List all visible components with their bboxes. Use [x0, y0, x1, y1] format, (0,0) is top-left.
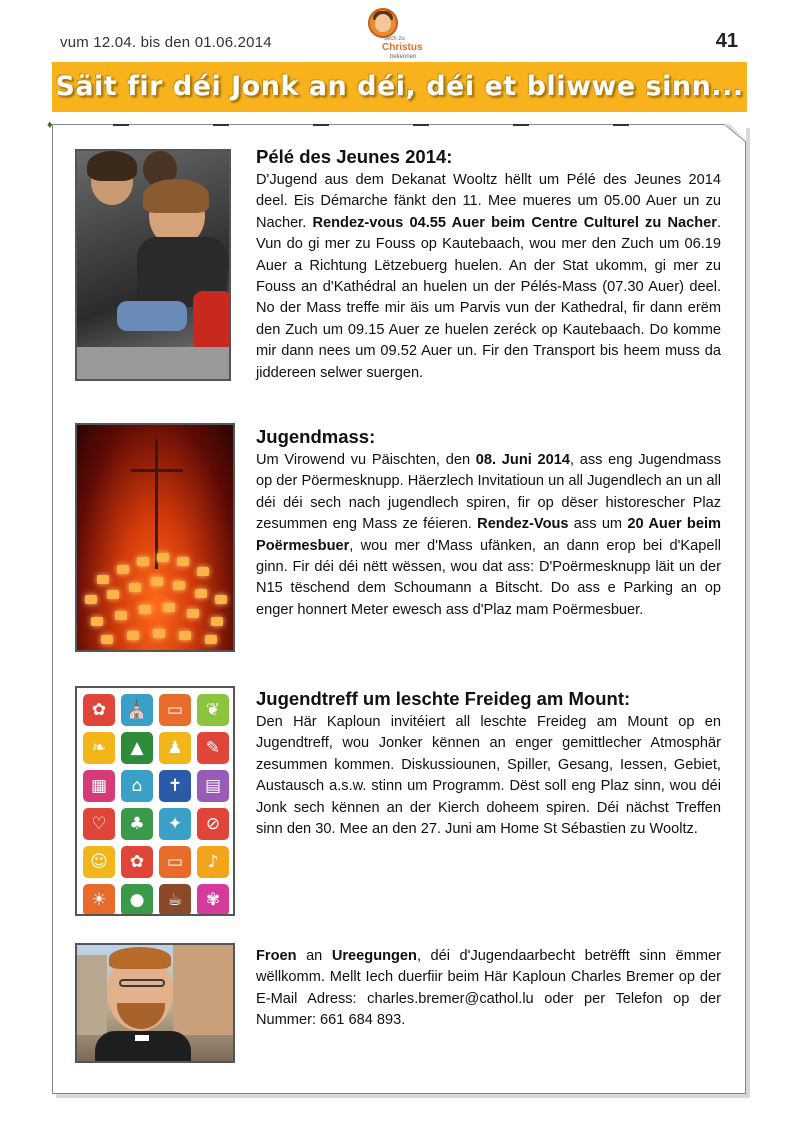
people-icon: ☺	[83, 846, 115, 878]
section-jugendmass	[256, 426, 721, 621]
backpack	[193, 291, 231, 351]
collar	[135, 1035, 149, 1041]
body-text-bold: Ureegungen	[331, 948, 417, 964]
heart-icon: ♡	[83, 808, 115, 840]
body-text: Den Här Kaploun invitéiert all leschte Freideg am Mount op en Jugendtreff, wou Jonker kënnen an enger gemittlecher Atmosphär zesummen kommen. Diskussiounen, Spiller, Gesang, Iessen, Gebiet, Austausch a.s.w. stinn um Programm. Dëst soll eng Plaz sinn, wou déi Jonk sech kënnen an der Kierch doheem spiren. Déi nächst Treffen sinn den 30. Mee an den 27. Juni am Home St Sébastien zu Wooltz.	[256, 714, 721, 838]
section-title: Pélé des Jeunes 2014:	[256, 146, 453, 167]
candle	[195, 589, 207, 598]
cup-icon: ☕	[159, 884, 191, 916]
logo-text-bottom: bekennen	[390, 54, 417, 60]
candle	[129, 583, 141, 592]
tent-icon: ▲	[121, 732, 153, 764]
building	[77, 955, 107, 1035]
logo-face	[375, 14, 391, 32]
frame-dash	[313, 124, 329, 126]
frame-dash	[513, 124, 529, 126]
body-text: ass um	[568, 516, 628, 533]
activity-icons-image	[75, 686, 235, 916]
candle	[197, 567, 209, 576]
building	[173, 945, 235, 1035]
candle	[117, 565, 129, 574]
bed-icon: ▭	[159, 694, 191, 726]
person-figure	[143, 179, 209, 213]
candle	[137, 557, 149, 566]
candle	[163, 603, 175, 612]
person-figure	[109, 947, 171, 969]
candle	[157, 553, 169, 562]
section-body	[256, 170, 721, 384]
candle-icon: ✎	[197, 732, 229, 764]
flower-icon: ✿	[83, 694, 115, 726]
candle	[179, 631, 191, 640]
page-curl-icon	[724, 124, 746, 142]
section-contact	[256, 946, 721, 1032]
guitar-icon: ♪	[197, 846, 229, 878]
body-text: . Vun do gi mer zu Fouss op Kautebaach, wou mer den Zuch um 06.19 Auer a Richtung Lëtzebuerg huelen. An der Stat ukomm, gi mer zu Fouss an d'Kathédral an huelen un der Pélés-Mass (07.30 Auer) deel. No der Mass treffe mir äis um Parvis vun der Kathedral, fir dann erëm den Zuch um 09.15 Auer ze huelen zeréck op Kautebaach. Do komme mir dann nees um 09.52 Auer un. Fir den Transport bis heem muss da jiddereen selwer suergen.	[256, 214, 721, 381]
section-jugendtreff	[256, 688, 721, 840]
ground	[77, 347, 231, 381]
candle	[187, 609, 199, 618]
sun-icon: ☀	[83, 884, 115, 916]
body-text-bold: Rendez-Vous	[477, 516, 569, 533]
chaplain-photo	[75, 943, 235, 1063]
candle	[151, 577, 163, 586]
candle	[215, 595, 227, 604]
candle	[127, 631, 139, 640]
body-text-bold: 20 Auer beim Poërmesbuer	[256, 516, 721, 554]
calendar-icon: ▦	[83, 770, 115, 802]
football-icon: ●	[121, 884, 153, 916]
crucifix-icon: ✝	[159, 770, 191, 802]
logo-text-main: Christus	[382, 42, 423, 53]
candle	[173, 581, 185, 590]
body-text: Um Virowend vu Päischten, den	[256, 452, 476, 468]
frame-dash	[113, 124, 129, 126]
book-icon: ▤	[197, 770, 229, 802]
frame-dash	[213, 124, 229, 126]
cross-icon	[155, 439, 158, 569]
candle	[153, 629, 165, 638]
banner	[52, 62, 747, 112]
header-date: vum 12.04. bis den 01.06.2014	[60, 34, 272, 51]
body-text: an	[296, 948, 332, 964]
page-number: 41	[715, 30, 738, 52]
candle	[139, 605, 151, 614]
section-body	[256, 946, 721, 1032]
church-icon: ⌂	[121, 770, 153, 802]
body-text-bold: 08. Juni 2014	[475, 452, 570, 468]
section-body	[256, 712, 721, 840]
candle	[177, 557, 189, 566]
candles-photo	[75, 423, 235, 652]
frame-dash	[413, 124, 429, 126]
logo	[364, 8, 424, 64]
games-icon: ♣	[121, 808, 153, 840]
body-text: , déi d'Jugendaarbecht betrëfft sinn ëmmer wëllkomm. Mellt Iech duerfiir beim Här Kaploun Charles Bremer op der E-Mail Adress: charles.bremer@cathol.lu oder per Telefon op der Nummer: 661 684 893.	[256, 948, 722, 1029]
candle	[85, 595, 97, 604]
body-text-bold: Froen	[256, 948, 297, 964]
body-text-bold: Rendez-vous 04.55 Auer beim Centre Culturel zu Nacher	[312, 214, 717, 231]
body-text: , ass eng Jugendmass op der Pöermesknupp. Häerzlech Invitatioun un all Jugendlech an un all déi déi sech nach jugendlech spiren, fir op dëser historescher Plaz zesummen eng Mass ze féieren.	[256, 452, 721, 533]
hikers-icon: ♟	[159, 732, 191, 764]
section-title: Jugendmass:	[256, 426, 376, 447]
banner-title: Säit fir déi Jonk an déi, déi et bliwwe sinn...	[55, 71, 744, 102]
frame-dash	[613, 124, 629, 126]
candle	[205, 635, 217, 644]
flower-icon: ✿	[121, 846, 153, 878]
candle	[107, 590, 119, 599]
leaf-icon: ❧	[83, 732, 115, 764]
candle	[91, 617, 103, 626]
bed-icon: ▭	[159, 846, 191, 878]
candle	[211, 617, 223, 626]
butterfly-icon: ✾	[197, 884, 229, 916]
candle	[101, 635, 113, 644]
section-pele	[256, 146, 721, 384]
cathedral-icon: ⛪	[121, 694, 153, 726]
glasses	[119, 979, 165, 987]
person-figure	[87, 151, 137, 181]
logo-text-top: sech zu	[384, 36, 405, 42]
jeans	[117, 301, 187, 331]
pin-icon: ♦	[47, 119, 53, 131]
section-body	[256, 450, 721, 621]
cross-beam	[131, 469, 183, 472]
body-text: D'Jugend aus dem Dekanat Wooltz hëllt um Pélé des Jeunes 2014 deel. Eis Démarche fänkt den 11. Mee mueres um 05.00 Auer un zu Nacher.	[256, 172, 721, 231]
icon-grid	[83, 694, 229, 916]
body-text: , wou mer d'Mass ufänken, an dann erop bei d'Kapell ginn. Fir déi déi nëtt wëssen, wou dat ass: D'Poërmesknupp läit un der N15 tëschend dem Schoumann a Bitscht. Do ass e Parking an op enger honnert Meter ewesch ass d'Plaz mam Poërmesbuer.	[256, 537, 721, 618]
no-smoking-icon: ⊘	[197, 808, 229, 840]
dove-icon: ✦	[159, 808, 191, 840]
candle	[115, 611, 127, 620]
section-title: Jugendtreff um leschte Freideg am Mount:	[256, 688, 631, 709]
leaf-icon: ❦	[197, 694, 229, 726]
candle	[97, 575, 109, 584]
pilgrims-photo	[75, 149, 231, 381]
